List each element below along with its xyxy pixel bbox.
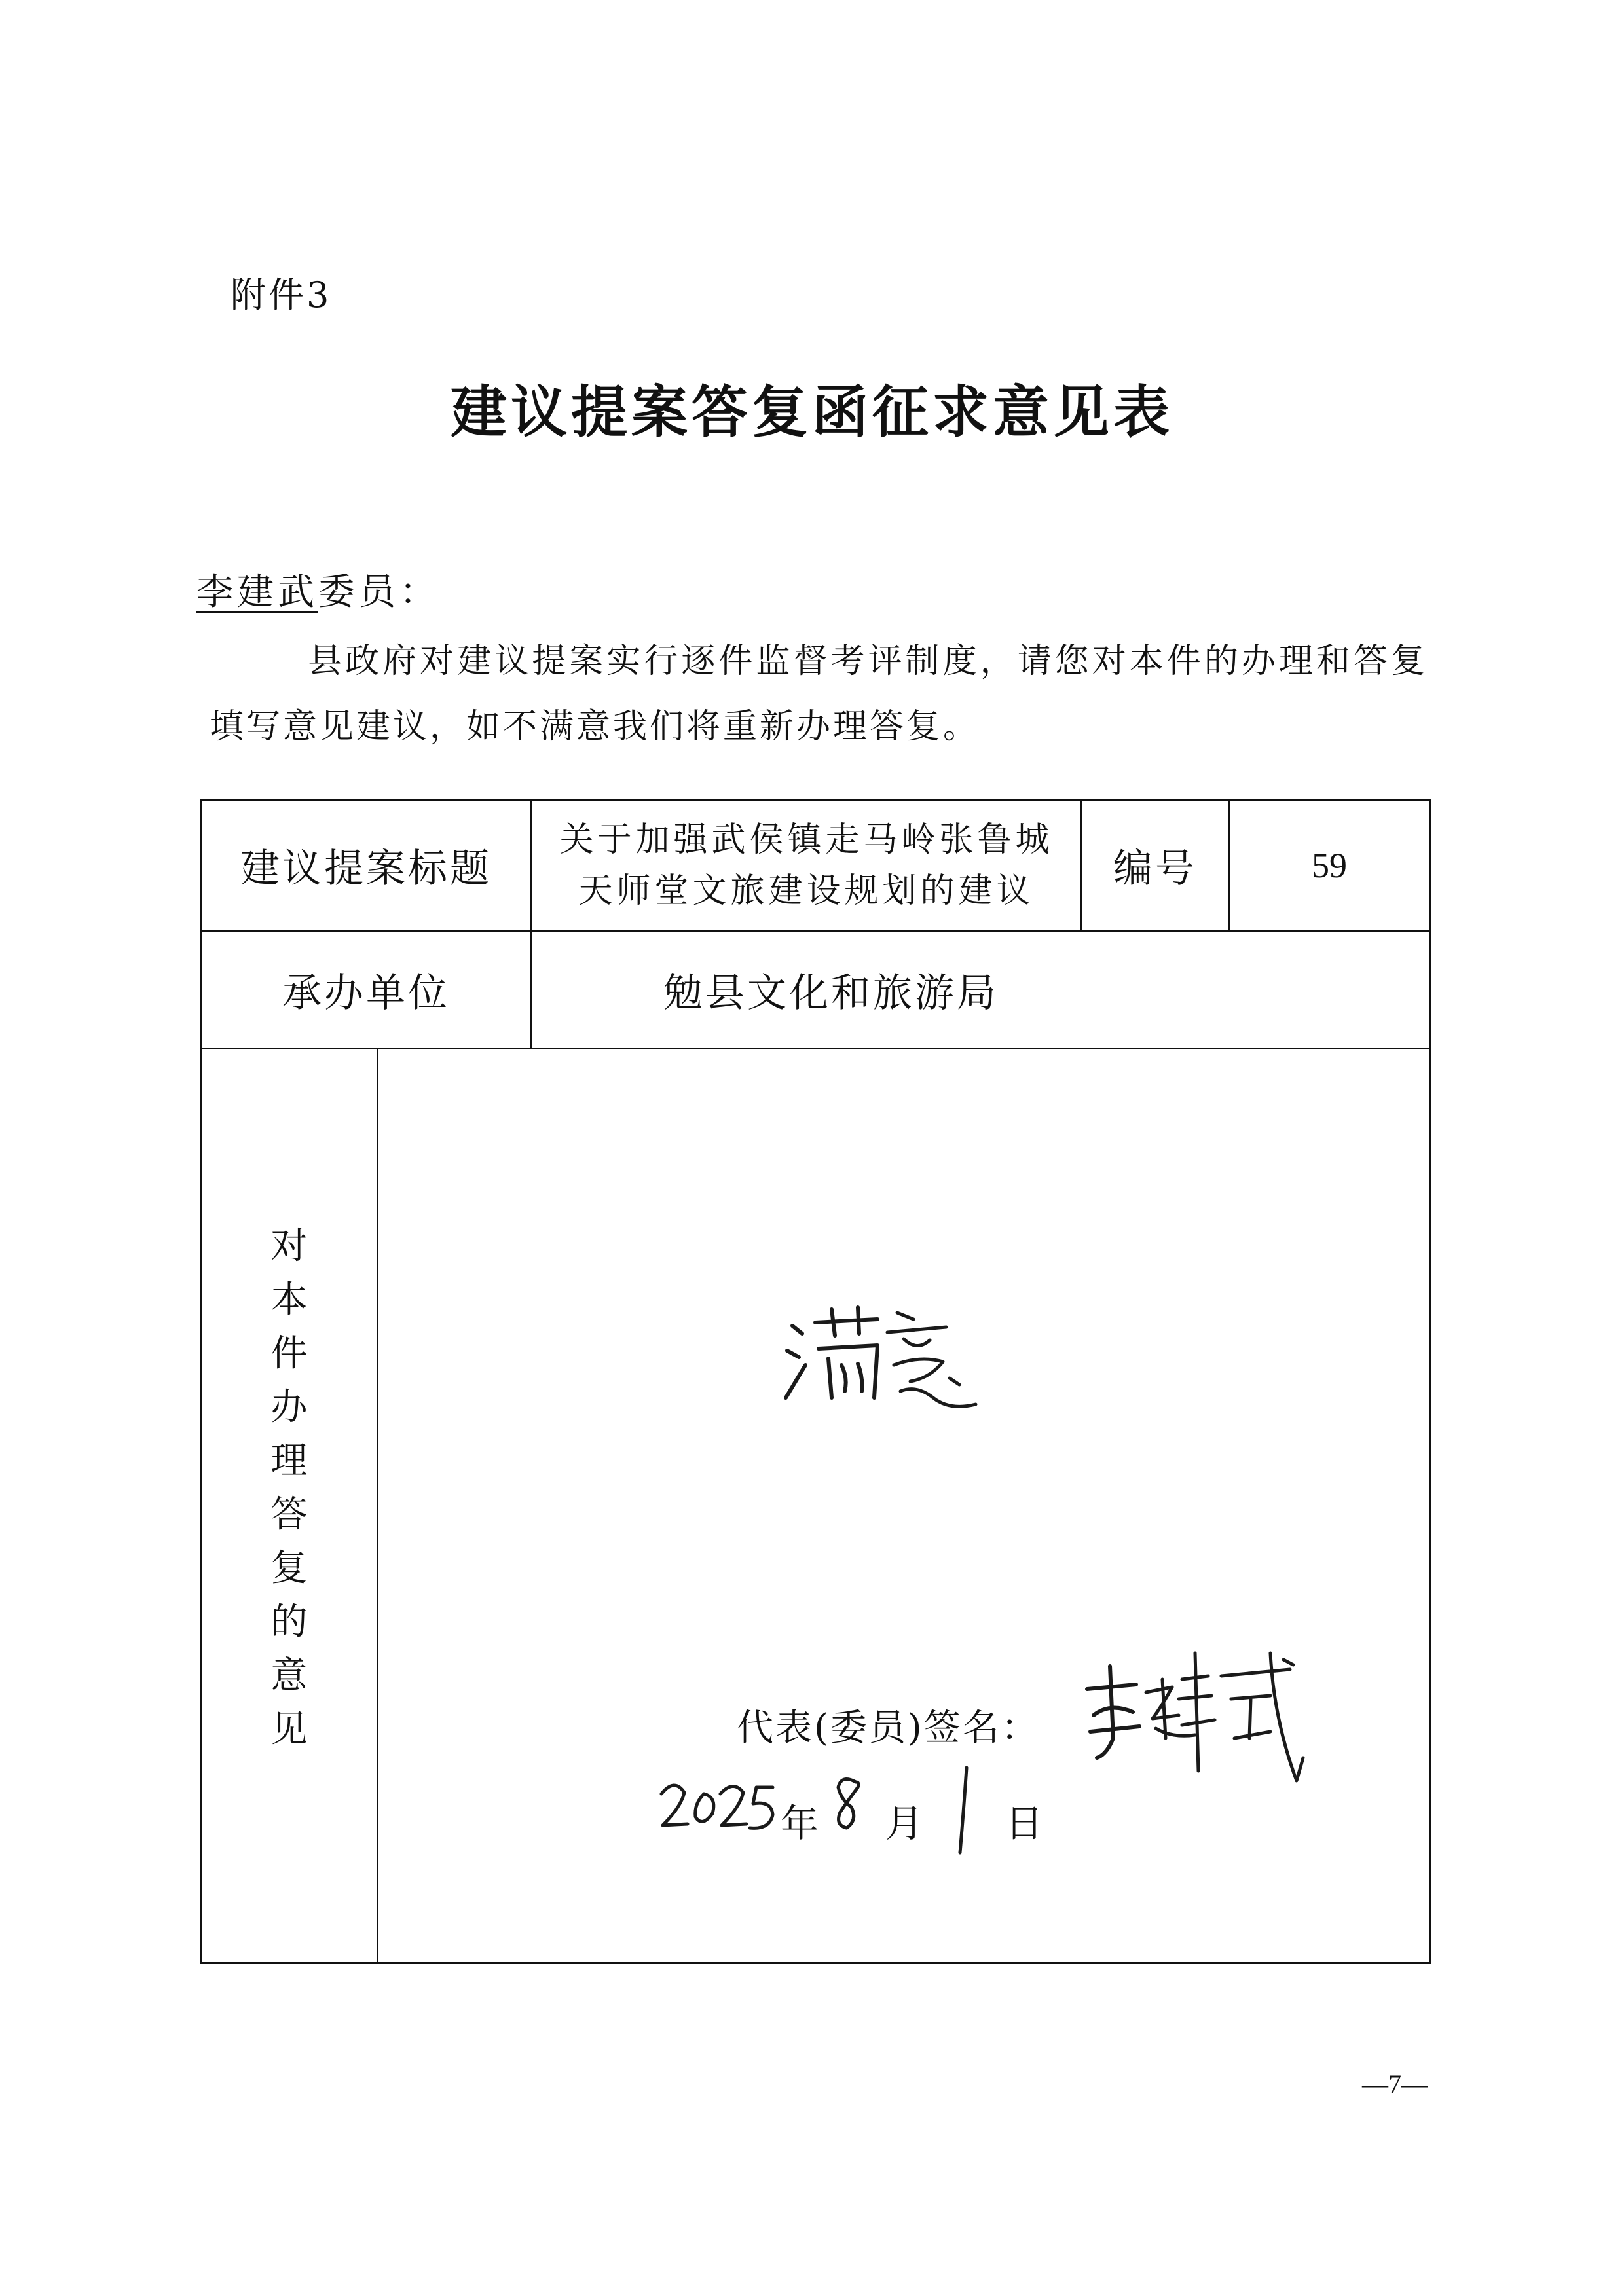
- handwritten-day: [950, 1761, 976, 1859]
- handwritten-signature: [1074, 1640, 1310, 1804]
- opinion-label-char: 答: [270, 1493, 308, 1536]
- intro-paragraph: 县政府对建议提案实行逐件监督考评制度，请您对本件的办理和答复填写意见建议，如不满意我们将重新办理答复。: [210, 642, 1428, 746]
- opinion-label-char: 见: [270, 1708, 308, 1751]
- page-number: —7—: [1362, 2069, 1428, 2099]
- proposal-title-label: 建议提案标题: [202, 801, 532, 932]
- date-year-char: 年: [781, 1801, 819, 1846]
- date-day-char: 日: [1005, 1801, 1044, 1846]
- attachment-label: 附件3: [231, 274, 332, 316]
- recipient-suffix: 委员：: [318, 571, 440, 613]
- opinion-label-char: 办: [270, 1386, 308, 1429]
- opinion-label-char: 对: [270, 1225, 308, 1267]
- signer-label: 代表(委员)签名：: [737, 1707, 1040, 1749]
- proposal-title-value: 关于加强武侯镇走马岭张鲁城天师堂文旅建设规划的建议: [532, 801, 1082, 932]
- handling-unit-label: 承办单位: [202, 932, 532, 1049]
- opinion-label-char: 件: [270, 1332, 308, 1375]
- date-month-char: 月: [885, 1801, 924, 1846]
- opinion-label-char: 复: [270, 1547, 308, 1590]
- recipient-name: 李建武: [196, 571, 318, 613]
- handling-unit-value: 勉县文化和旅游局: [532, 932, 1429, 1049]
- number-label: 编号: [1082, 801, 1230, 932]
- handwritten-month: [828, 1768, 868, 1840]
- opinion-label-char: 的: [270, 1601, 308, 1643]
- document-title: 建议提案答复函征求意见表: [451, 379, 1173, 445]
- opinion-label-char: 理: [270, 1440, 308, 1482]
- handwritten-year: [655, 1768, 779, 1840]
- opinion-label: [202, 1049, 378, 1962]
- opinion-label-char: 本: [270, 1279, 308, 1321]
- opinion-label-char: 意: [270, 1654, 308, 1697]
- handwritten-opinion: [779, 1300, 995, 1424]
- number-value: 59: [1230, 801, 1429, 932]
- salutation: [196, 563, 440, 615]
